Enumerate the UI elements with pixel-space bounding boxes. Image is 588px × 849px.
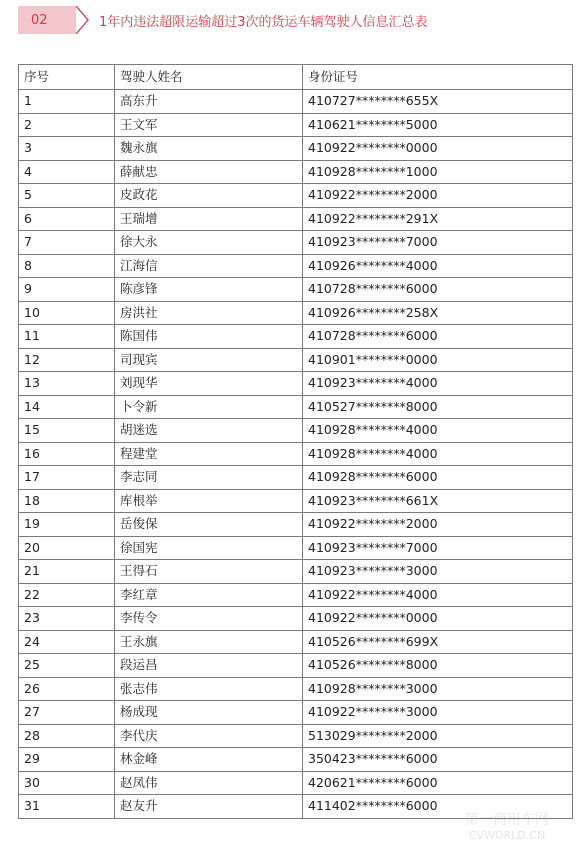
driver-name-cell: 房洪社	[115, 301, 303, 325]
table-row	[19, 442, 573, 466]
id-number-cell: 410901********0000	[303, 348, 573, 372]
table-row	[19, 113, 573, 137]
watermark-text-bottom: CVWORLD.CN	[468, 829, 546, 842]
id-number-cell: 410526********8000	[303, 654, 573, 678]
driver-name-cell: 库根举	[115, 489, 303, 513]
driver-name-cell: 程建堂	[115, 442, 303, 466]
column-header-index: 序号	[19, 65, 115, 90]
table-row	[19, 583, 573, 607]
driver-name-cell: 李红章	[115, 583, 303, 607]
driver-name-cell: 王瑞增	[115, 207, 303, 231]
site-watermark	[432, 809, 582, 843]
id-number-cell: 410727********655X	[303, 90, 573, 114]
table-row	[19, 301, 573, 325]
table-row	[19, 184, 573, 208]
id-number-cell: 410923********4000	[303, 372, 573, 396]
driver-name-cell: 岳俊保	[115, 513, 303, 537]
table-row	[19, 654, 573, 678]
driver-name-cell: 李传令	[115, 607, 303, 631]
table-row	[19, 231, 573, 255]
column-header-id-number: 身份证号	[303, 65, 573, 90]
row-index-cell: 11	[19, 325, 115, 349]
row-index-cell: 16	[19, 442, 115, 466]
driver-name-cell: 陈国伟	[115, 325, 303, 349]
table-row	[19, 724, 573, 748]
table-body	[19, 90, 573, 819]
table-row	[19, 207, 573, 231]
table-row	[19, 560, 573, 584]
table-header-row	[19, 65, 573, 90]
row-index-cell: 5	[19, 184, 115, 208]
table-row	[19, 90, 573, 114]
id-number-cell: 410728********6000	[303, 325, 573, 349]
row-index-cell: 23	[19, 607, 115, 631]
chevron-right-icon	[75, 6, 89, 34]
table-row	[19, 701, 573, 725]
row-index-cell: 28	[19, 724, 115, 748]
id-number-cell: 410922********2000	[303, 513, 573, 537]
row-index-cell: 6	[19, 207, 115, 231]
driver-name-cell: 赵友升	[115, 795, 303, 819]
table-row	[19, 630, 573, 654]
row-index-cell: 27	[19, 701, 115, 725]
table-row	[19, 395, 573, 419]
driver-name-cell: 林金峰	[115, 748, 303, 772]
id-number-cell: 410926********4000	[303, 254, 573, 278]
id-number-cell: 420621********6000	[303, 771, 573, 795]
id-number-cell: 410928********3000	[303, 677, 573, 701]
row-index-cell: 1	[19, 90, 115, 114]
row-index-cell: 18	[19, 489, 115, 513]
row-index-cell: 17	[19, 466, 115, 490]
row-index-cell: 20	[19, 536, 115, 560]
row-index-cell: 26	[19, 677, 115, 701]
row-index-cell: 2	[19, 113, 115, 137]
id-number-cell: 410926********258X	[303, 301, 573, 325]
driver-name-cell: 胡迷选	[115, 419, 303, 443]
row-index-cell: 4	[19, 160, 115, 184]
driver-name-cell: 司现宾	[115, 348, 303, 372]
driver-name-cell: 魏永旗	[115, 137, 303, 161]
section-title: 1年内违法超限运输超过3次的货运车辆驾驶人信息汇总表	[99, 14, 428, 30]
table-row	[19, 160, 573, 184]
id-number-cell: 410922********2000	[303, 184, 573, 208]
id-number-cell: 410923********7000	[303, 231, 573, 255]
driver-name-cell: 徐国宪	[115, 536, 303, 560]
section-number-badge	[18, 6, 76, 34]
driver-name-cell: 王得石	[115, 560, 303, 584]
id-number-cell: 410923********7000	[303, 536, 573, 560]
driver-name-cell: 段运昌	[115, 654, 303, 678]
row-index-cell: 24	[19, 630, 115, 654]
row-index-cell: 7	[19, 231, 115, 255]
column-header-name: 驾驶人姓名	[115, 65, 303, 90]
id-number-cell: 410928********4000	[303, 419, 573, 443]
row-index-cell: 3	[19, 137, 115, 161]
row-index-cell: 31	[19, 795, 115, 819]
id-number-cell: 410526********699X	[303, 630, 573, 654]
table-row	[19, 419, 573, 443]
row-index-cell: 14	[19, 395, 115, 419]
driver-name-cell: 杨成现	[115, 701, 303, 725]
id-number-cell: 410923********3000	[303, 560, 573, 584]
driver-name-cell: 李志同	[115, 466, 303, 490]
row-index-cell: 12	[19, 348, 115, 372]
table-row	[19, 325, 573, 349]
row-index-cell: 15	[19, 419, 115, 443]
table-row	[19, 536, 573, 560]
row-index-cell: 21	[19, 560, 115, 584]
id-number-cell: 410928********6000	[303, 466, 573, 490]
table-row	[19, 372, 573, 396]
row-index-cell: 9	[19, 278, 115, 302]
id-number-cell: 410928********1000	[303, 160, 573, 184]
table-row	[19, 607, 573, 631]
driver-name-cell: 张志伟	[115, 677, 303, 701]
row-index-cell: 25	[19, 654, 115, 678]
driver-name-cell: 皮政花	[115, 184, 303, 208]
driver-name-cell: 刘现华	[115, 372, 303, 396]
row-index-cell: 22	[19, 583, 115, 607]
row-index-cell: 8	[19, 254, 115, 278]
driver-name-cell: 徐大永	[115, 231, 303, 255]
driver-name-cell: 高东升	[115, 90, 303, 114]
table-row	[19, 348, 573, 372]
id-number-cell: 410922********3000	[303, 701, 573, 725]
driver-name-cell: 薛献忠	[115, 160, 303, 184]
driver-name-cell: 王文军	[115, 113, 303, 137]
table-row	[19, 748, 573, 772]
watermark-text-top: 第一商用车网	[465, 812, 549, 828]
section-number: 02	[31, 12, 48, 28]
id-number-cell: 350423********6000	[303, 748, 573, 772]
driver-name-cell: 卜令新	[115, 395, 303, 419]
table-row	[19, 137, 573, 161]
row-index-cell: 19	[19, 513, 115, 537]
id-number-cell: 410527********8000	[303, 395, 573, 419]
id-number-cell: 410922********291X	[303, 207, 573, 231]
table-row	[19, 489, 573, 513]
id-number-cell: 410928********4000	[303, 442, 573, 466]
driver-name-cell: 陈彦锋	[115, 278, 303, 302]
driver-name-cell: 李代庆	[115, 724, 303, 748]
section-header	[18, 5, 428, 35]
table-row	[19, 677, 573, 701]
table-row	[19, 254, 573, 278]
table-row	[19, 278, 573, 302]
id-number-cell: 411402********6000	[303, 795, 573, 819]
id-number-cell: 410922********4000	[303, 583, 573, 607]
row-index-cell: 10	[19, 301, 115, 325]
row-index-cell: 29	[19, 748, 115, 772]
id-number-cell: 410621********5000	[303, 113, 573, 137]
table-row	[19, 466, 573, 490]
driver-name-cell: 王永旗	[115, 630, 303, 654]
row-index-cell: 30	[19, 771, 115, 795]
driver-info-table	[18, 64, 573, 819]
driver-name-cell: 江海信	[115, 254, 303, 278]
id-number-cell: 410728********6000	[303, 278, 573, 302]
driver-name-cell: 赵凤伟	[115, 771, 303, 795]
id-number-cell: 513029********2000	[303, 724, 573, 748]
id-number-cell: 410923********661X	[303, 489, 573, 513]
id-number-cell: 410922********0000	[303, 137, 573, 161]
table-row	[19, 771, 573, 795]
id-number-cell: 410922********0000	[303, 607, 573, 631]
row-index-cell: 13	[19, 372, 115, 396]
table-row	[19, 513, 573, 537]
